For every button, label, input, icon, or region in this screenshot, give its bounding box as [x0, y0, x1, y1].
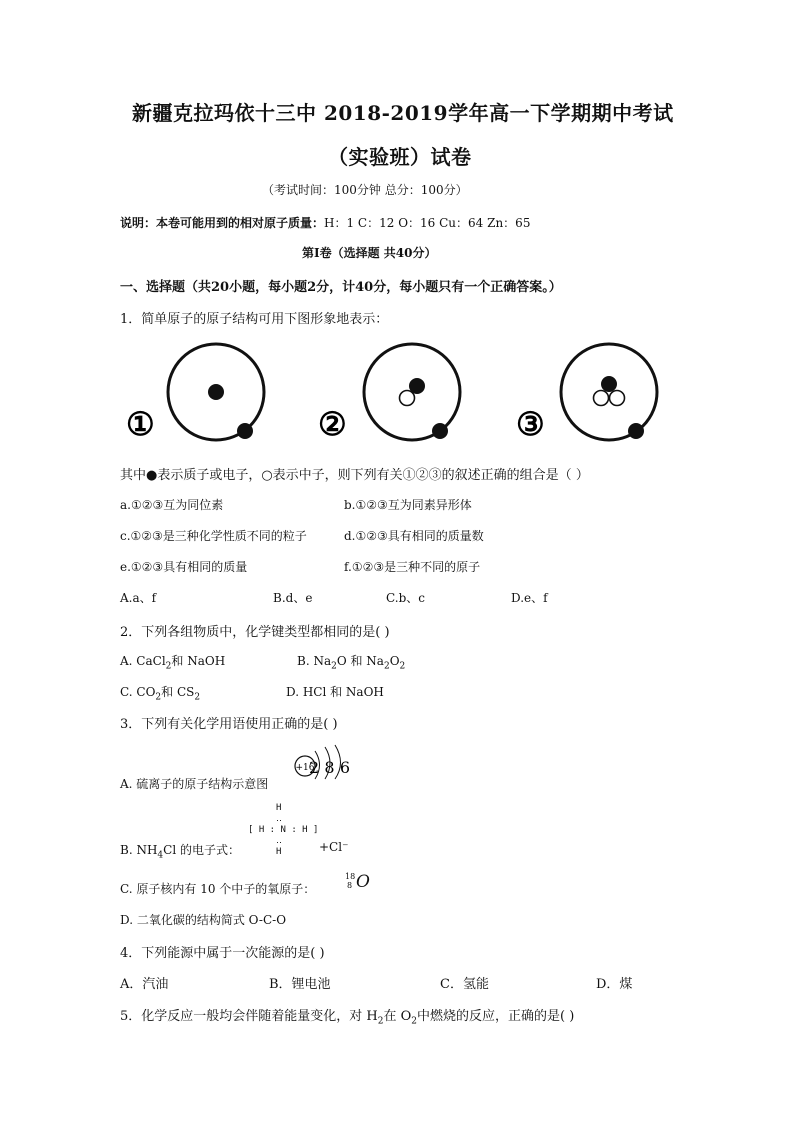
q3-option-a: A. 硫离子的原子结构示意图	[120, 777, 269, 791]
atom-structure-figure	[118, 336, 678, 446]
q1-statement-b: b.①②③互为同素异形体	[344, 498, 472, 512]
q1-statement-f: f.①②③是三种不同的原子	[344, 560, 481, 574]
q1-option-c: C.b、c	[386, 591, 425, 605]
note-values: H：1 C：12 O：16 Cu：64 Zn：65	[324, 216, 531, 230]
atom-1-label: ①	[126, 405, 155, 443]
part-title: 第Ⅰ卷（选择题 共40分）	[302, 246, 437, 260]
shell-electrons: 286	[309, 758, 350, 777]
q2-stem: 2．下列各组物质中，化学键类型都相同的是( )	[120, 625, 390, 640]
q3-option-b: B. $NH_4Cl$ 的电子式：	[120, 843, 240, 861]
q3-option-c: C. 原子核内有 10 个中子的氧原子：	[120, 882, 316, 896]
atom-3-diagram	[516, 344, 657, 443]
q1-statement-a: a.①②③互为同位素	[120, 498, 224, 512]
sulfur-ion-diagram	[293, 743, 355, 783]
oxygen-isotope-numbers: 18 8	[345, 872, 356, 890]
atom-2-label: ②	[318, 405, 347, 443]
nucleus-charge: +16	[295, 763, 315, 773]
atom-1-electron	[237, 423, 253, 439]
atom-3-neutron-1	[594, 391, 609, 406]
q1-option-b: B.d、e	[273, 591, 313, 605]
note-label: 说明：本卷可能用到的相对原子质量：	[120, 216, 325, 230]
atom-3-electron	[628, 423, 644, 439]
atom-3-proton	[601, 376, 617, 392]
page-subtitle: （实验班）试卷	[328, 145, 472, 169]
q1-stem: 1．简单原子的原子结构可用下图形象地表示：	[120, 312, 389, 327]
q3-option-d: D. 二氧化碳的结构简式 O-C-O	[120, 913, 287, 927]
q1-option-d: D.e、f	[511, 591, 548, 605]
atomic-mass-note	[120, 214, 530, 231]
q2-option-a: A. CaCl$_2$和 NaOH	[120, 654, 226, 672]
q1-statement-c: c.①②③是三种化学性质不同的粒子	[120, 529, 307, 543]
atom-1-proton	[208, 384, 224, 400]
atom-2-diagram	[318, 344, 460, 443]
ammonium-electron-formula: H ‥ [ H : N : H ] ‥ H	[248, 803, 319, 857]
page-title: 新疆克拉玛依十三中 2018-2019学年高一下学期期中考试	[132, 101, 674, 125]
q2-option-c: C. $CO_2$和 $CS_2$	[120, 685, 201, 703]
atom-1-diagram	[126, 344, 264, 443]
q1-statement-e: e.①②③具有相同的质量	[120, 560, 248, 574]
section-heading: 一、选择题（共20小题，每小题2分，计40分，每小题只有一个正确答案。）	[120, 280, 562, 295]
q1-option-a: A.a、f	[120, 591, 157, 605]
q4-stem: 4．下列能源中属于一次能源的是( )	[120, 946, 325, 961]
q4-option-d: D．煤	[596, 977, 633, 992]
q4-option-c: C．氢能	[440, 977, 489, 992]
exam-info: （考试时间：100分钟 总分：100分）	[262, 183, 468, 197]
q3-stem: 3．下列有关化学用语使用正确的是( )	[120, 717, 338, 732]
atom-3-neutron-2	[610, 391, 625, 406]
q2-option-d: D. HCl 和 NaOH	[286, 685, 384, 699]
q5-stem: 5．化学反应一般均会伴随着能量变化，对 $H_2$在 $O_2$中燃烧的反应，正确的是( )	[120, 1009, 575, 1027]
atom-2-neutron	[400, 391, 415, 406]
q4-option-b: B．锂电池	[269, 977, 331, 992]
oxygen-isotope-symbol: O	[356, 872, 370, 892]
atom-3-label: ③	[516, 405, 545, 443]
atom-2-electron	[432, 423, 448, 439]
q1-statement-d: d.①②③具有相同的质量数	[344, 529, 484, 543]
q4-option-a: A．汽油	[120, 977, 169, 992]
q1-description: 其中●表示质子或电子，○表示中子，则下列有关①②③的叙述正确的组合是（ ）	[120, 468, 589, 483]
chloride-ion: +Cl⁻	[319, 840, 349, 854]
q2-option-b: B. $Na_2O$ 和 $Na_2O_2$	[297, 654, 406, 672]
